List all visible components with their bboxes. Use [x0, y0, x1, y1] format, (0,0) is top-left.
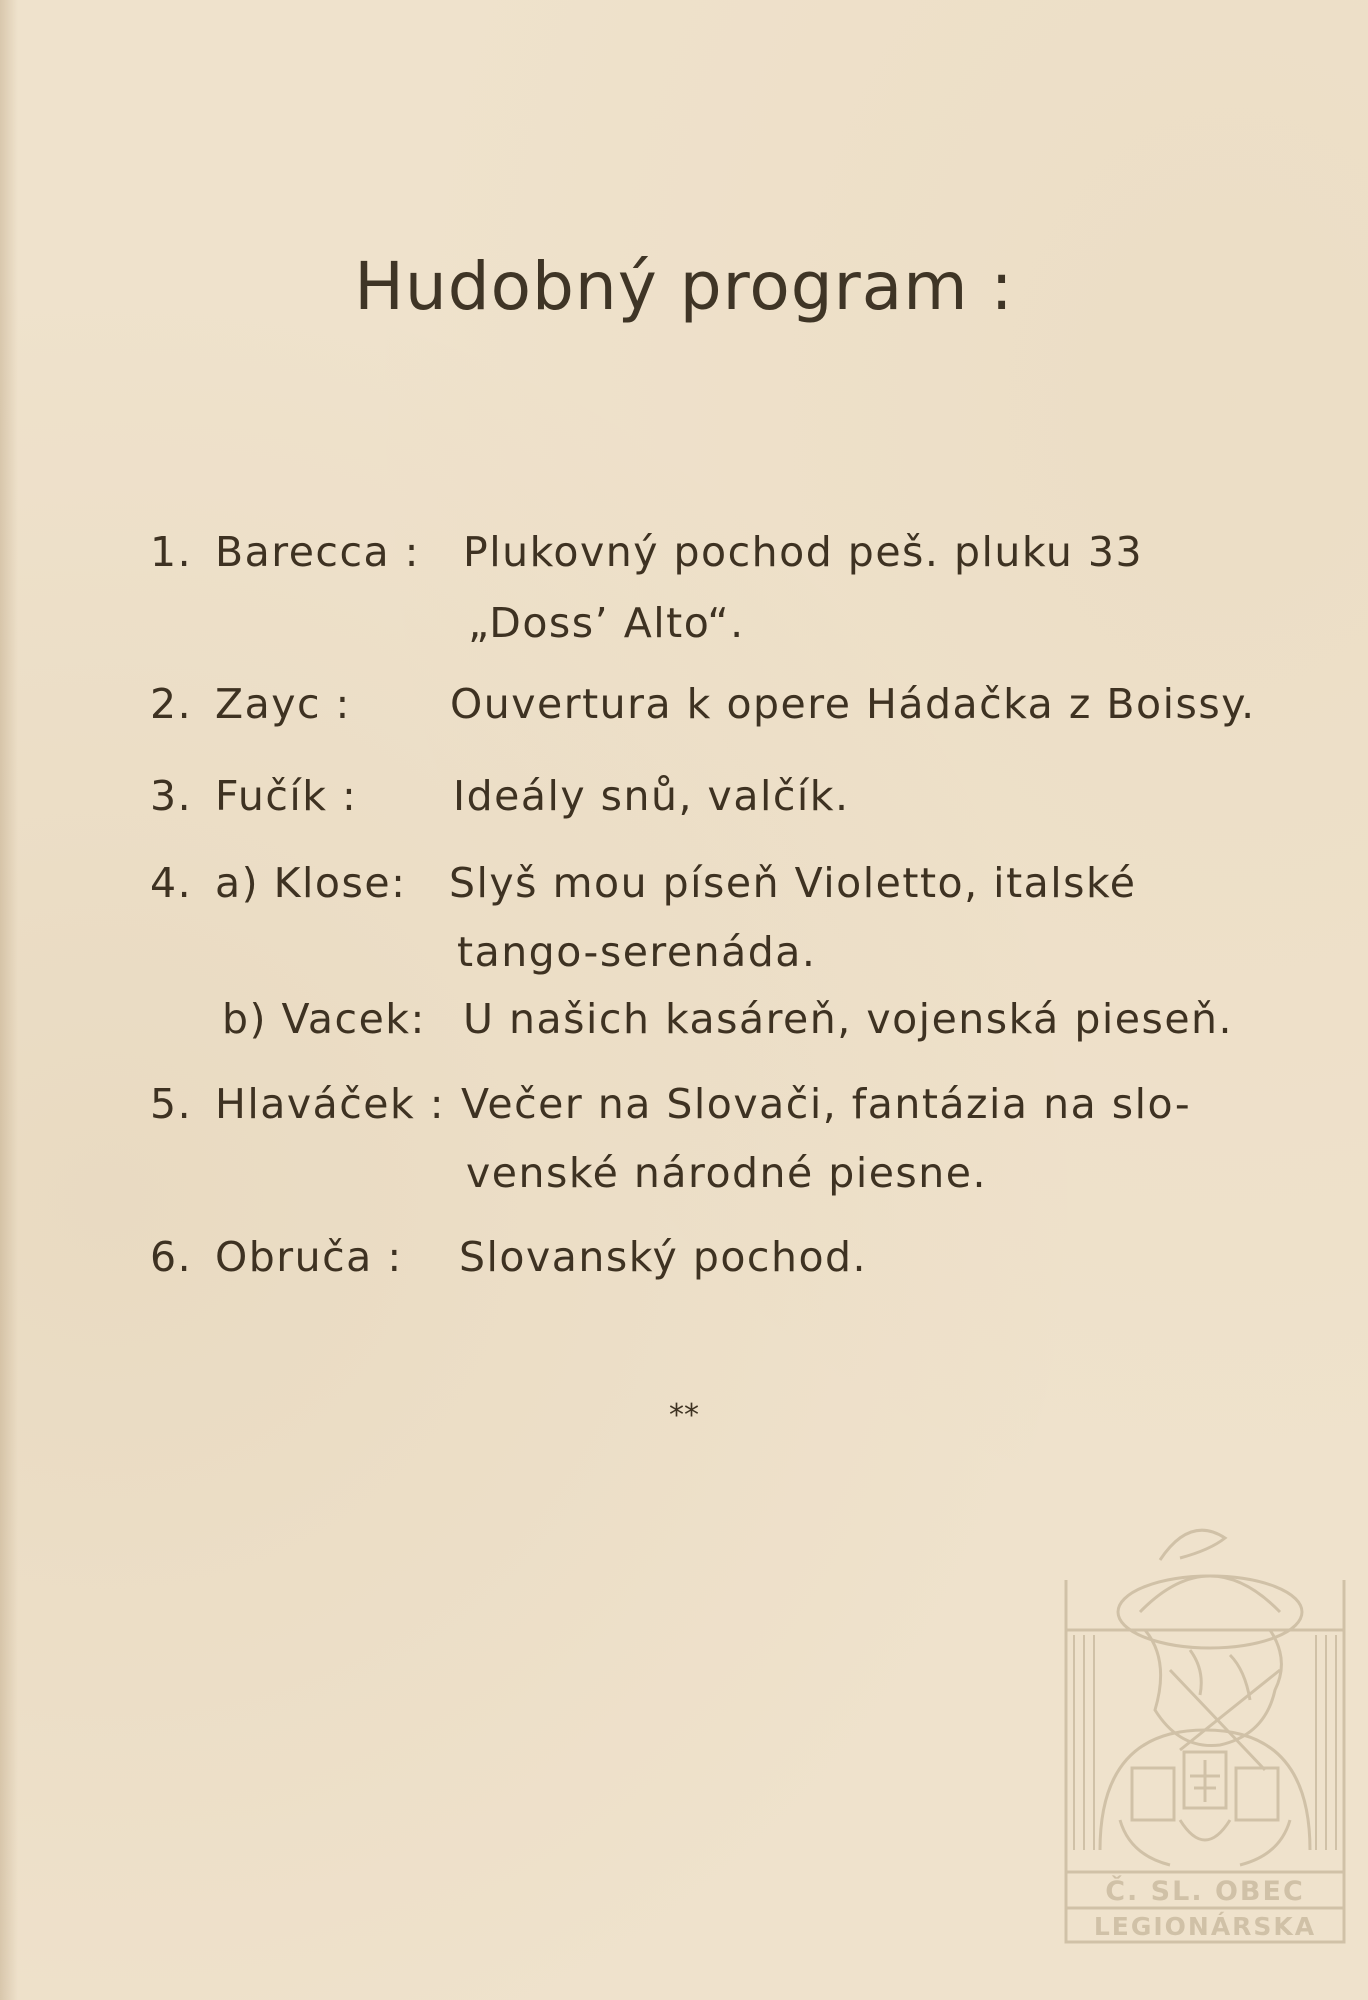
item-number: 2.: [150, 680, 193, 728]
item-composer: Obruča :: [215, 1233, 403, 1281]
item-composer: a) Klose:: [215, 859, 407, 907]
item-title: Ideály snů, valčík.: [453, 772, 850, 820]
item-number: 6.: [150, 1233, 193, 1281]
page-title: Hudobný program :: [354, 248, 1014, 325]
item-composer: Fučík :: [215, 772, 358, 820]
item-title: Ouvertura k opere Hádačka z Boissy.: [450, 680, 1256, 728]
item-title: tango-serenáda.: [457, 928, 817, 976]
seal-top-text: Č. SL. OBEC: [1105, 1876, 1305, 1907]
item-number: 5.: [150, 1080, 193, 1128]
item-title: Večer na Slovači, fantázia na slo-: [461, 1080, 1192, 1128]
legionnaire-seal-icon: [1060, 1520, 1350, 1950]
item-title: Plukovný pochod peš. pluku 33: [463, 528, 1144, 576]
item-composer: b) Vacek:: [222, 995, 426, 1043]
item-composer: Hlaváček :: [215, 1080, 446, 1128]
item-composer: Zayc :: [215, 680, 351, 728]
item-title: venské národné piesne.: [466, 1149, 988, 1197]
item-number: 4.: [150, 859, 193, 907]
item-composer: Barecca :: [215, 528, 420, 576]
item-title: Slyš mou píseň Violetto, italské: [449, 859, 1137, 907]
seal-bottom-text: LEGIONÁRSKA: [1093, 1912, 1317, 1941]
item-title: Slovanský pochod.: [459, 1233, 868, 1281]
item-title: U našich kasáreň, vojenská pieseň.: [463, 995, 1234, 1043]
item-number: 1.: [150, 528, 193, 576]
ornament-stars: **: [669, 1398, 699, 1433]
item-title: „Doss’ Alto“.: [468, 599, 745, 647]
item-number: 3.: [150, 772, 193, 820]
